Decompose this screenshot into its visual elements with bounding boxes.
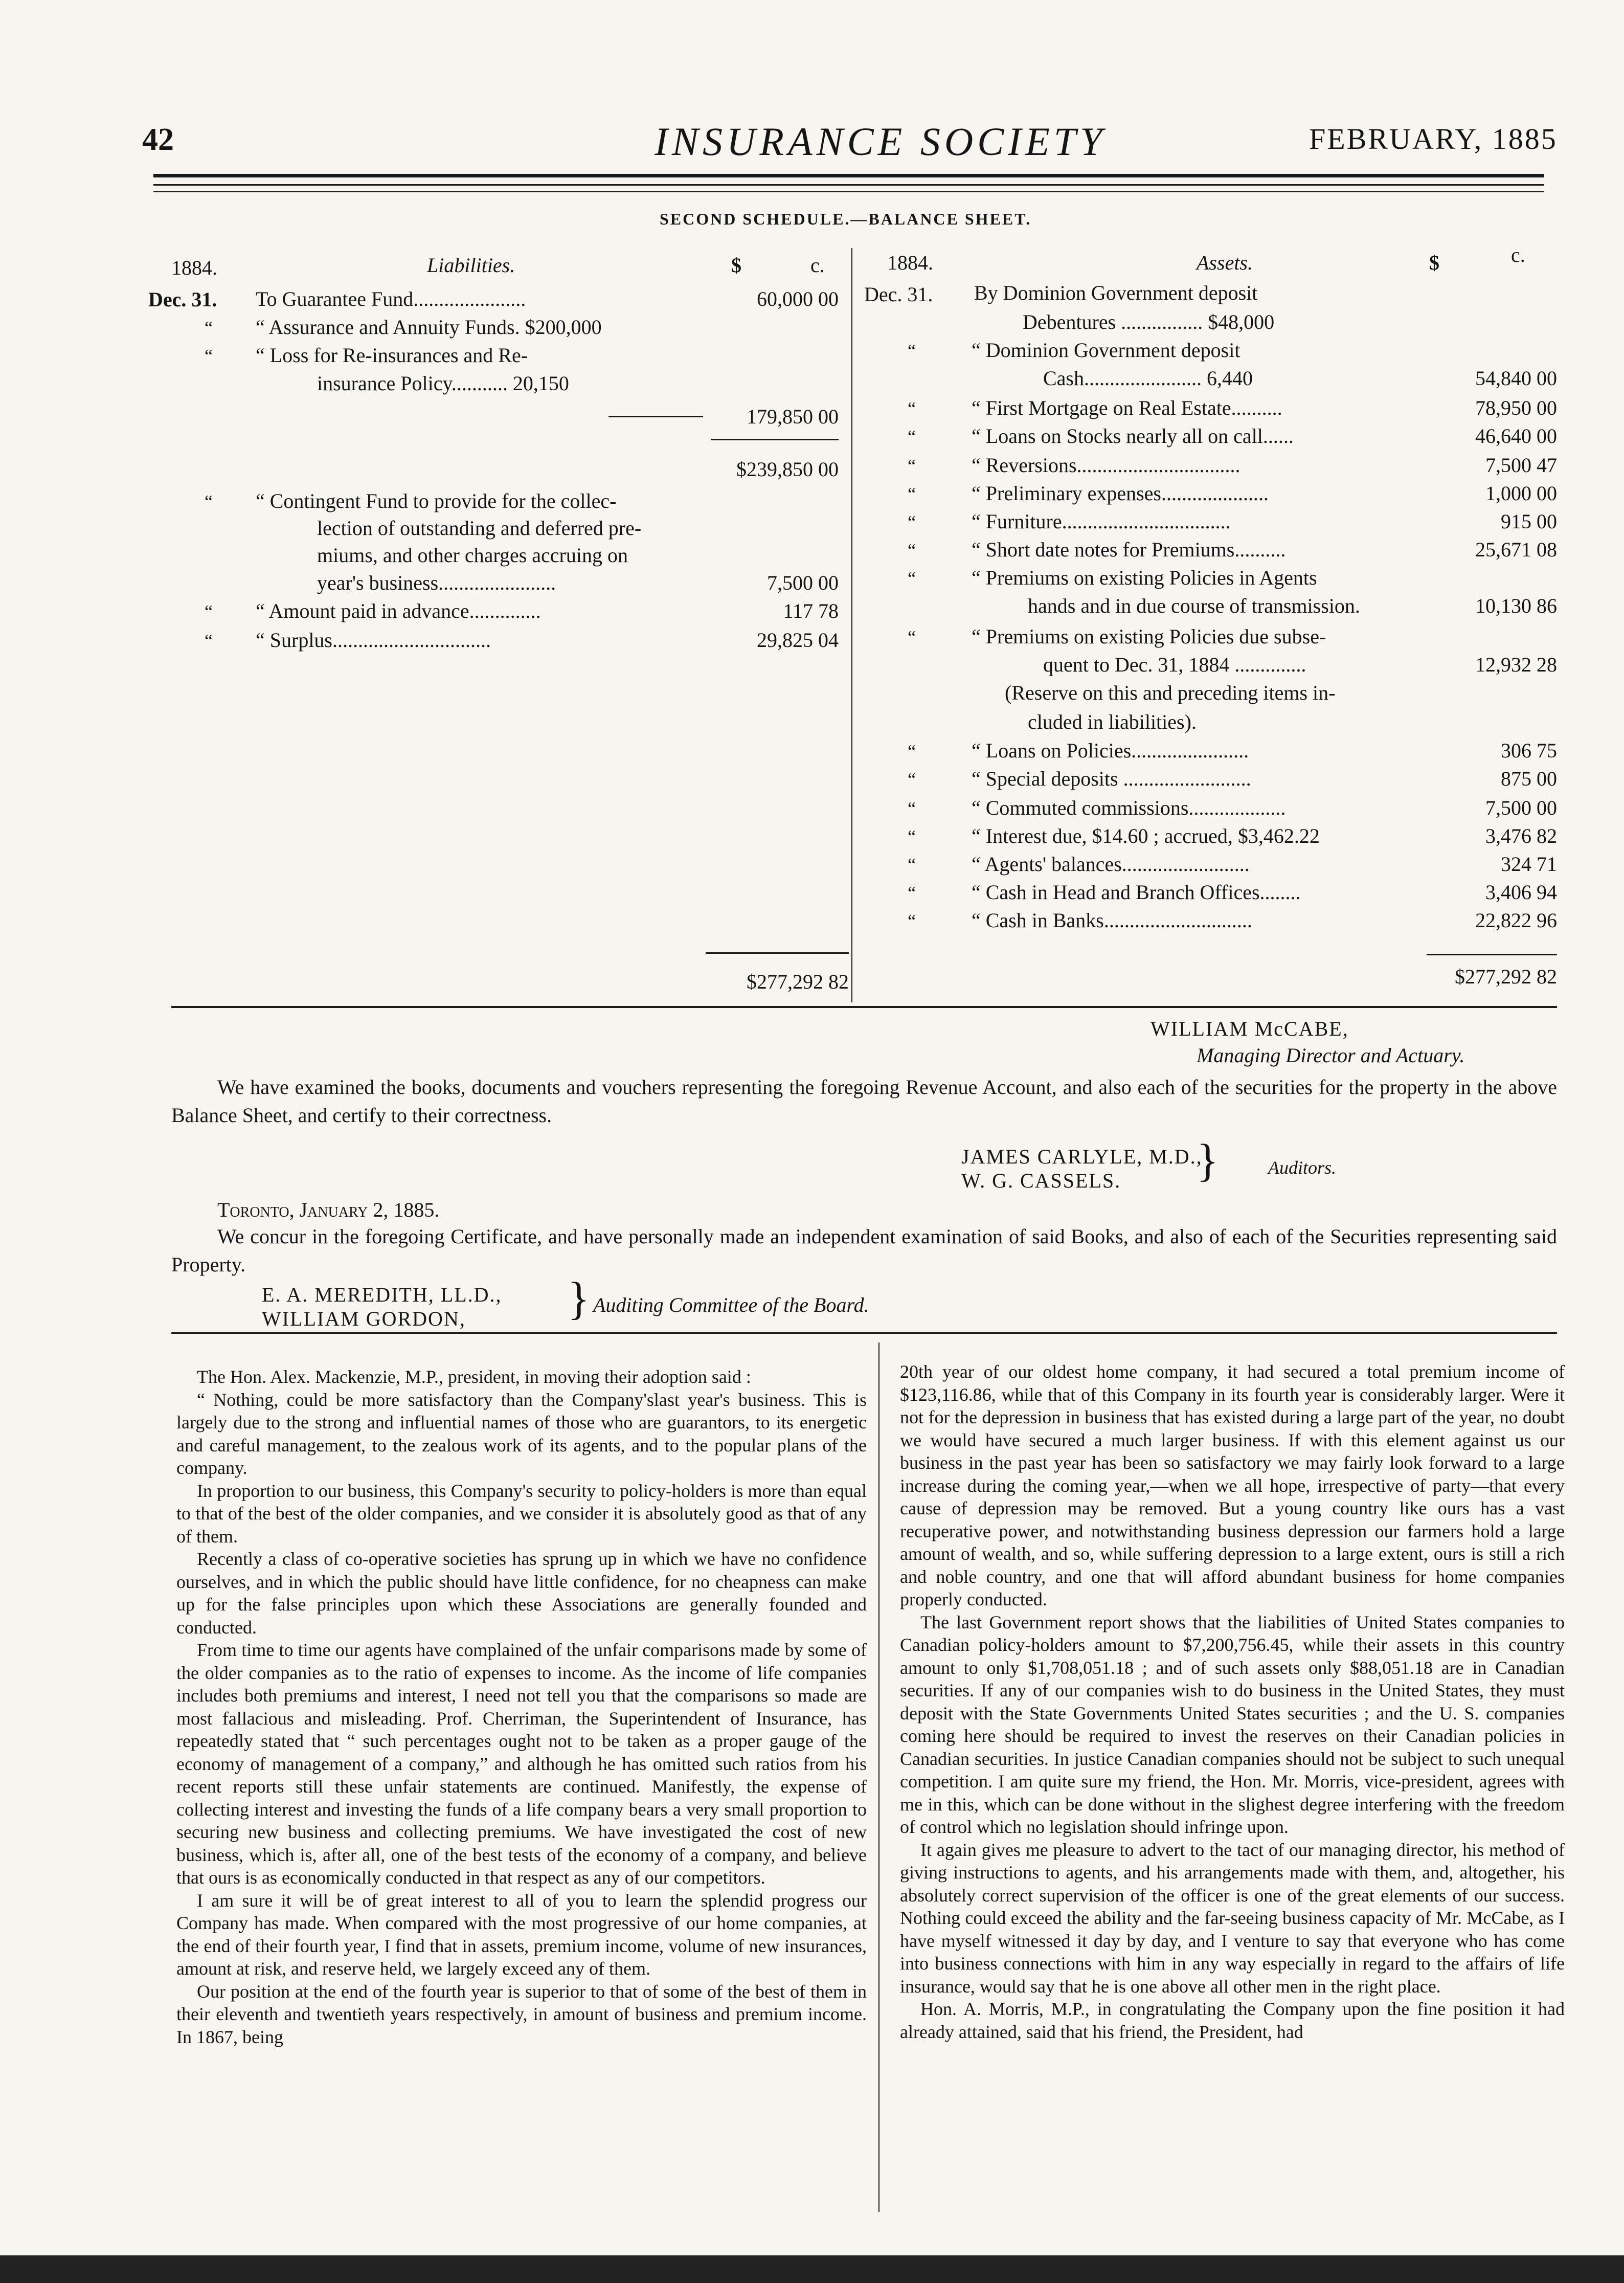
assets-currency: $	[1429, 251, 1439, 274]
assets-ditto-mark: “	[908, 341, 916, 361]
assets-row-amount: 12,932 28	[1475, 653, 1557, 676]
liabilities-subtotal-rule	[608, 416, 703, 417]
assets-ditto-mark: “	[908, 798, 916, 819]
auditors-role: Auditors.	[1268, 1157, 1337, 1178]
assets-ditto-mark: “	[908, 741, 916, 762]
liabilities-ditto-mark: “	[205, 631, 213, 651]
liabilities-row-amount: 7,500 00	[767, 571, 839, 594]
assets-row-text: “ Loans on Policies.......................	[972, 739, 1249, 762]
liabilities-row-text: miums, and other charges accruing on	[317, 544, 628, 567]
assets-total-rule	[1427, 954, 1557, 955]
assets-row-amount: 324 71	[1501, 853, 1557, 876]
liabilities-row-amount: 60,000 00	[757, 287, 839, 310]
page-bottom-shadow	[0, 2255, 1624, 2283]
left-column	[176, 1366, 867, 2048]
assets-ditto-mark: “	[908, 568, 916, 589]
assets-ditto-mark: “	[908, 456, 916, 476]
assets-row-text: By Dominion Government deposit	[974, 281, 1258, 304]
assets-row-text: (Reserve on this and preceding items in-	[1005, 681, 1336, 704]
left-column-paragraph: Our position at the end of the fourth year is superior to that of some of the best of them in their eleventh and twentieth years respectively, in amount of business and premium income. In 1867, being	[176, 1981, 867, 2047]
assets-row-text: “ Commuted commissions...................	[972, 796, 1286, 819]
liabilities-row-text: “ Assurance and Annuity Funds. $200,000	[256, 316, 602, 339]
liabilities-row-text: year's business.......................	[317, 571, 556, 594]
assets-ditto-mark: “	[908, 826, 916, 847]
assets-row-text: “ Cash in Banks.............................	[972, 909, 1252, 932]
assets-row-text: “ Agents' balances.........................	[972, 853, 1250, 876]
right-column-paragraph: The last Government report shows that the liabilities of United States companies to Canadian policy-holders amount to $7,200,756.45, while their assets in this country amount to only $1,708,051.18 ; and of such assets only $88,051.18 are in Canadian securities. If any of our companies wish to do business in the United States, they must deposit with the State Governments United States securities ; and the U. S. companies coming here should be required to invest the reserves on their Canadian policies in Canadian securities. In justice Canadian companies should not be subject to such unequal competition. I am quite sure my friend, the Hon. Mr. Morris, vice-president, agrees with me in this, which can be done without in the slighest degree interfering with the freedom of control which no legislation should infringe upon.	[900, 1611, 1565, 1837]
assets-date: Dec. 31.	[864, 283, 933, 306]
liabilities-row-text: To Guarantee Fund......................	[256, 287, 526, 310]
left-column-paragraph: “ Nothing, could be more satisfactory than the Company'slast year's business. This is largely due to the strong and influential names of those who are guarantors, to its energetic and careful management, to the zealous work of its agents, and to the popular plans of the company.	[176, 1389, 867, 1478]
header-rule-thick	[153, 174, 1544, 177]
assets-row-amount: 1,000 00	[1485, 482, 1557, 505]
balance-sheet-bottom-rule	[171, 1006, 1557, 1008]
column-divider	[878, 1342, 879, 2212]
liabilities-subtotal-rule-2	[711, 439, 839, 440]
section-rule	[171, 1332, 1557, 1334]
assets-row-text: “ Premiums on existing Policies in Agents	[972, 566, 1317, 589]
assets-row-text: Cash....................... 6,440	[1043, 367, 1253, 390]
assets-row-amount: 25,671 08	[1475, 538, 1557, 561]
place-date: Toronto, January 2, 1885.	[217, 1198, 440, 1221]
liabilities-year: 1884.	[171, 256, 217, 279]
assets-row-amount: 3,476 82	[1485, 824, 1557, 847]
assets-cents: c.	[1511, 243, 1525, 266]
assets-row-amount: 3,406 94	[1485, 881, 1557, 904]
liabilities-ditto-mark: “	[205, 601, 213, 622]
committee-name-1: E. A. MEREDITH, LL.D.,	[262, 1283, 502, 1306]
assets-row-amount: 7,500 00	[1485, 796, 1557, 819]
schedule-title: SECOND SCHEDULE.—BALANCE SHEET.	[660, 210, 1032, 228]
right-column-paragraph: Hon. A. Morris, M.P., in congratulating the Company upon the fine position it had already attained, said that his friend, the President, had	[900, 1999, 1565, 2042]
assets-row-text: “ Special deposits .........................	[972, 767, 1251, 790]
header-rule-thin-2	[153, 191, 1544, 192]
liabilities-cents: c.	[810, 254, 825, 277]
liabilities-row-text: insurance Policy........... 20,150	[317, 372, 569, 395]
liabilities-row-text: “ Loss for Re-insurances and Re-	[256, 344, 528, 367]
liabilities-heading: Liabilities.	[427, 254, 515, 277]
assets-row-amount: 306 75	[1501, 739, 1557, 762]
committee-statement: We concur in the foregoing Certificate, and have personally made an independent examination of said Books, and also of each of the Securities representing said Property.	[171, 1225, 1557, 1276]
assets-total: $277,292 82	[1455, 965, 1557, 988]
assets-row-text: “ Cash in Head and Branch Offices........	[972, 881, 1301, 904]
assets-row-amount: 7,500 47	[1485, 454, 1557, 477]
assets-ditto-mark: “	[908, 911, 916, 931]
assets-row-text: Debentures ................ $48,000	[1023, 310, 1275, 333]
liabilities-total: $277,292 82	[747, 970, 849, 993]
assets-row-text: “ Short date notes for Premiums..........	[972, 538, 1286, 561]
balance-sheet-divider	[851, 248, 852, 1002]
committee-role: Auditing Committee of the Board.	[593, 1293, 869, 1316]
left-column-paragraph: From time to time our agents have complained of the unfair comparisons made by some of the older companies as to the ratio of expenses to income. As the income of life companies includes both premiums and interest, I need not tell you that the comparisons so made are most fallacious and misleading. Prof. Cherriman, the Superintendent of Insurance, has repeatedly stated that “ such percentages ought not to be taken as a proper gauge of the economy of management of a company,” and although he has omitted such ratios from his recent reports still these unfair statements are continued. Manifestly, the expense of collecting interest and investing the funds of a life company bears a very small proportion to securing new business and collecting premiums. We have investigated the cost of new business, which is, after all, one of the best tests of the economy of a company, and believe that ours is as economically conducted in that respect as any of our competitors.	[176, 1640, 867, 1888]
issue-date: FEBRUARY, 1885	[1309, 122, 1558, 155]
committee-name-2: WILLIAM GORDON,	[262, 1307, 466, 1330]
assets-ditto-mark: “	[908, 883, 916, 903]
page-number: 42	[142, 122, 174, 157]
liabilities-row-amount: $239,850 00	[736, 458, 839, 481]
assets-row-text: “ Loans on Stocks nearly all on call......	[972, 424, 1294, 447]
left-column-paragraph: In proportion to our business, this Company's security to policy-holders is more than equal to that of the best of the older companies, and we consider it is absolutely good as that of any of them.	[176, 1480, 867, 1547]
liabilities-ditto-mark: “	[205, 346, 213, 366]
assets-row-amount: 22,822 96	[1475, 909, 1557, 932]
liabilities-ditto-mark: “	[205, 491, 213, 512]
assets-row-text: quent to Dec. 31, 1884 ..............	[1043, 653, 1306, 676]
assets-row-amount: 875 00	[1501, 767, 1557, 790]
assets-row-amount: 46,640 00	[1475, 424, 1557, 447]
liabilities-date: Dec. 31.	[148, 288, 217, 311]
assets-row-text: “ Premiums on existing Policies due subse-	[972, 625, 1326, 648]
liabilities-row-text: lection of outstanding and deferred pre-	[317, 517, 642, 540]
assets-ditto-mark: “	[908, 427, 916, 447]
signature-title: Managing Director and Actuary.	[1197, 1044, 1465, 1067]
assets-row-text: “ Preliminary expenses.....................	[972, 482, 1269, 505]
assets-row-amount: 54,840 00	[1475, 367, 1557, 390]
liabilities-total-rule	[706, 952, 849, 954]
assets-row-amount: 78,950 00	[1475, 396, 1557, 419]
assets-row-text: cluded in liabilities).	[1028, 710, 1197, 733]
assets-ditto-mark: “	[908, 627, 916, 647]
signature-name: WILLIAM McCABE,	[1151, 1017, 1349, 1040]
auditors-statement: We have examined the books, documents and vouchers representing the foregoing Revenue Account, and also each of the securities for the property in the above Balance Sheet, and certify to their correctness.	[171, 1076, 1557, 1127]
assets-ditto-mark: “	[908, 512, 916, 532]
assets-ditto-mark: “	[908, 398, 916, 419]
liabilities-row-text: “ Surplus...............................	[256, 629, 491, 652]
liabilities-row-amount: 179,850 00	[747, 405, 839, 428]
assets-row-amount: 915 00	[1501, 510, 1557, 533]
assets-heading: Assets.	[1197, 251, 1253, 274]
assets-row-text: “ Furniture.................................	[972, 510, 1231, 533]
left-column-paragraph: Recently a class of co-operative societies has sprung up in which we have no confidence ourselves, and in which the public should have little confidence, for no cheapness can make up for the false principles upon which these Associations are generally founded and conducted.	[176, 1549, 867, 1638]
assets-ditto-mark: “	[908, 855, 916, 875]
assets-ditto-mark: “	[908, 484, 916, 504]
committee-brace: }	[568, 1273, 590, 1324]
auditor-name-1: JAMES CARLYLE, M.D.,	[961, 1145, 1203, 1168]
assets-row-text: “ Dominion Government deposit	[972, 339, 1240, 362]
auditor-name-2: W. G. CASSELS.	[961, 1169, 1121, 1192]
assets-row-text: “ First Mortgage on Real Estate..........	[972, 396, 1282, 419]
assets-row-amount: 10,130 86	[1475, 594, 1557, 617]
liabilities-row-text: “ Contingent Fund to provide for the collec-	[256, 489, 617, 512]
right-column	[900, 1360, 1565, 2043]
assets-ditto-mark: “	[908, 769, 916, 790]
liabilities-ditto-mark: “	[205, 318, 213, 338]
assets-row-text: “ Interest due, $14.60 ; accrued, $3,462.22	[972, 824, 1320, 847]
publication-title: INSURANCE SOCIETY	[655, 119, 1107, 164]
assets-row-text: “ Reversions................................	[972, 454, 1240, 477]
left-column-paragraph: The Hon. Alex. Mackenzie, M.P., president, in moving their adoption said :	[197, 1367, 751, 1387]
assets-ditto-mark: “	[908, 540, 916, 561]
liabilities-row-amount: 117 78	[783, 599, 839, 622]
right-column-paragraph: 20th year of our oldest home company, it had secured a total premium income of $123,116.86, while that of this Company in its fourth year is considerably larger. Were it not for the depression in business that has existed during a large part of the year, no doubt we would have secured a much larger business. If with this element against us our business in the past year has been so satisfactory we may fairly look forward to a large increase during the coming year,—when we all hope, irrespective of party—that every cause of depression may be removed. But a young country like ours has a vast recuperative power, and notwithstanding business depression our farmers hold a large amount of wealth, and so, while suffering depression to a large extent, ours is still a rich and noble country, and one that will afford abundant business for home companies properly conducted.	[900, 1361, 1565, 1609]
right-column-paragraph: It again gives me pleasure to advert to the tact of our managing director, his method of giving instructions to agents, and his arrangements made with them, and, altogether, his absolutely correct supervision of the officer is one of the great elements of our success. Nothing could exceed the ability and the far-seeing business capacity of Mr. McCabe, as I have myself witnessed it day by day, and I venture to say that everyone who has come into business connections with him in any way especially in regard to the affairs of life insurance, would say that he is one above all other men in the right place.	[900, 1839, 1565, 1997]
auditors-brace: }	[1197, 1135, 1219, 1186]
liabilities-row-amount: 29,825 04	[757, 629, 839, 652]
assets-row-text: hands and in due course of transmission.	[1028, 594, 1360, 617]
assets-year: 1884.	[887, 251, 933, 274]
left-column-paragraph: I am sure it will be of great interest to all of you to learn the splendid progress our Company has made. When compared with the most progressive of our home companies, at the end of their fourth year, I find that in assets, premium income, volume of new insurances, amount at risk, and reserve held, we largely exceed any of them.	[176, 1890, 867, 1979]
liabilities-row-text: “ Amount paid in advance..............	[256, 599, 541, 622]
liabilities-currency: $	[731, 254, 741, 277]
header-rule-thin	[153, 184, 1544, 186]
